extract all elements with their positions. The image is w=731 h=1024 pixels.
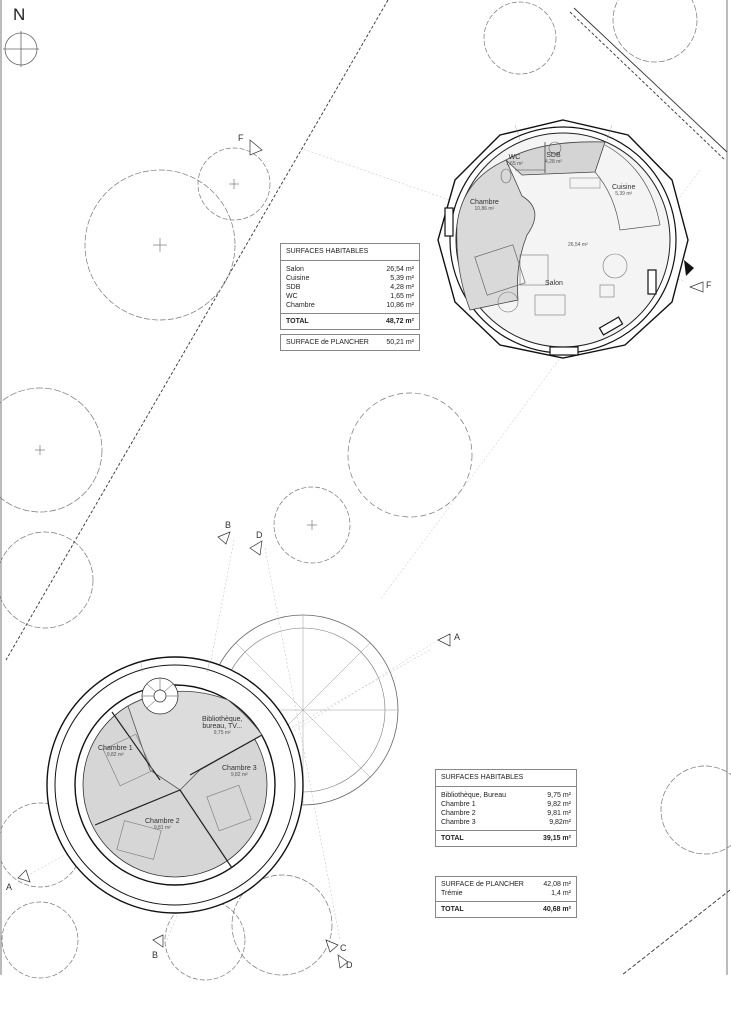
section-label-b-bottom: B bbox=[152, 950, 159, 960]
section-label-a-left: A bbox=[6, 882, 13, 892]
house-2-plan bbox=[47, 615, 398, 913]
section-label-f-right: F bbox=[706, 280, 712, 290]
section-label-d-top: D bbox=[256, 530, 263, 540]
h2-biblio-label: Bibliothèque, bureau, TV... 9,75 m² bbox=[202, 716, 243, 736]
h1-salon-area: 26,54 m² bbox=[568, 242, 588, 248]
h1-salon-label: Salon bbox=[545, 280, 563, 287]
h2-ch1-label: Chambre 1 9,82 m² bbox=[98, 745, 133, 758]
h1-cuisine-label: Cuisine 5,39 m² bbox=[612, 184, 636, 197]
h1-chambre-label: Chambre 10,86 m² bbox=[470, 199, 499, 212]
h1-sdb-label: SDB 4,28 m² bbox=[545, 152, 562, 165]
section-label-a-right: A bbox=[454, 632, 461, 642]
section-label-d-bottom: D bbox=[346, 960, 353, 970]
compass-icon bbox=[3, 31, 39, 67]
section-label-c-bottom: C bbox=[340, 943, 347, 953]
spiral-stair-icon bbox=[142, 678, 178, 714]
house-1-plan bbox=[438, 120, 688, 358]
h1-wc-label: WC 1,65 m² bbox=[506, 154, 523, 167]
house-2-surfaces-table: SURFACES HABITABLES Bibliothèque, Bureau 9,75 m² Chambre 1 9,82 m² Chambre 2 9,81 m² Chambre 3 9,82m² TOTAL 39,15 m² bbox=[435, 769, 577, 847]
section-label-b-top: B bbox=[225, 520, 232, 530]
north-label: N bbox=[13, 5, 26, 24]
section-label-f-top: F bbox=[238, 133, 244, 143]
house-2-plancher-table: SURFACE de PLANCHER 42,08 m² Trémie 1,4 m² TOTAL 40,68 m² bbox=[435, 876, 577, 918]
h2-ch2-label: Chambre 2 9,81 m² bbox=[145, 818, 180, 831]
house-1-surfaces-table: SURFACES HABITABLES Salon 26,54 m² Cuisine 5,39 m² SDB 4,28 m² WC 1,65 m² Chambre 10,86 m² TOTAL 48,72 m² bbox=[280, 243, 420, 330]
house-1-plancher-table: SURFACE de PLANCHER 50,21 m² bbox=[280, 334, 420, 351]
h2-ch3-label: Chambre 3 9,82 m² bbox=[222, 765, 257, 778]
entrance-arrow-icon bbox=[684, 260, 694, 276]
